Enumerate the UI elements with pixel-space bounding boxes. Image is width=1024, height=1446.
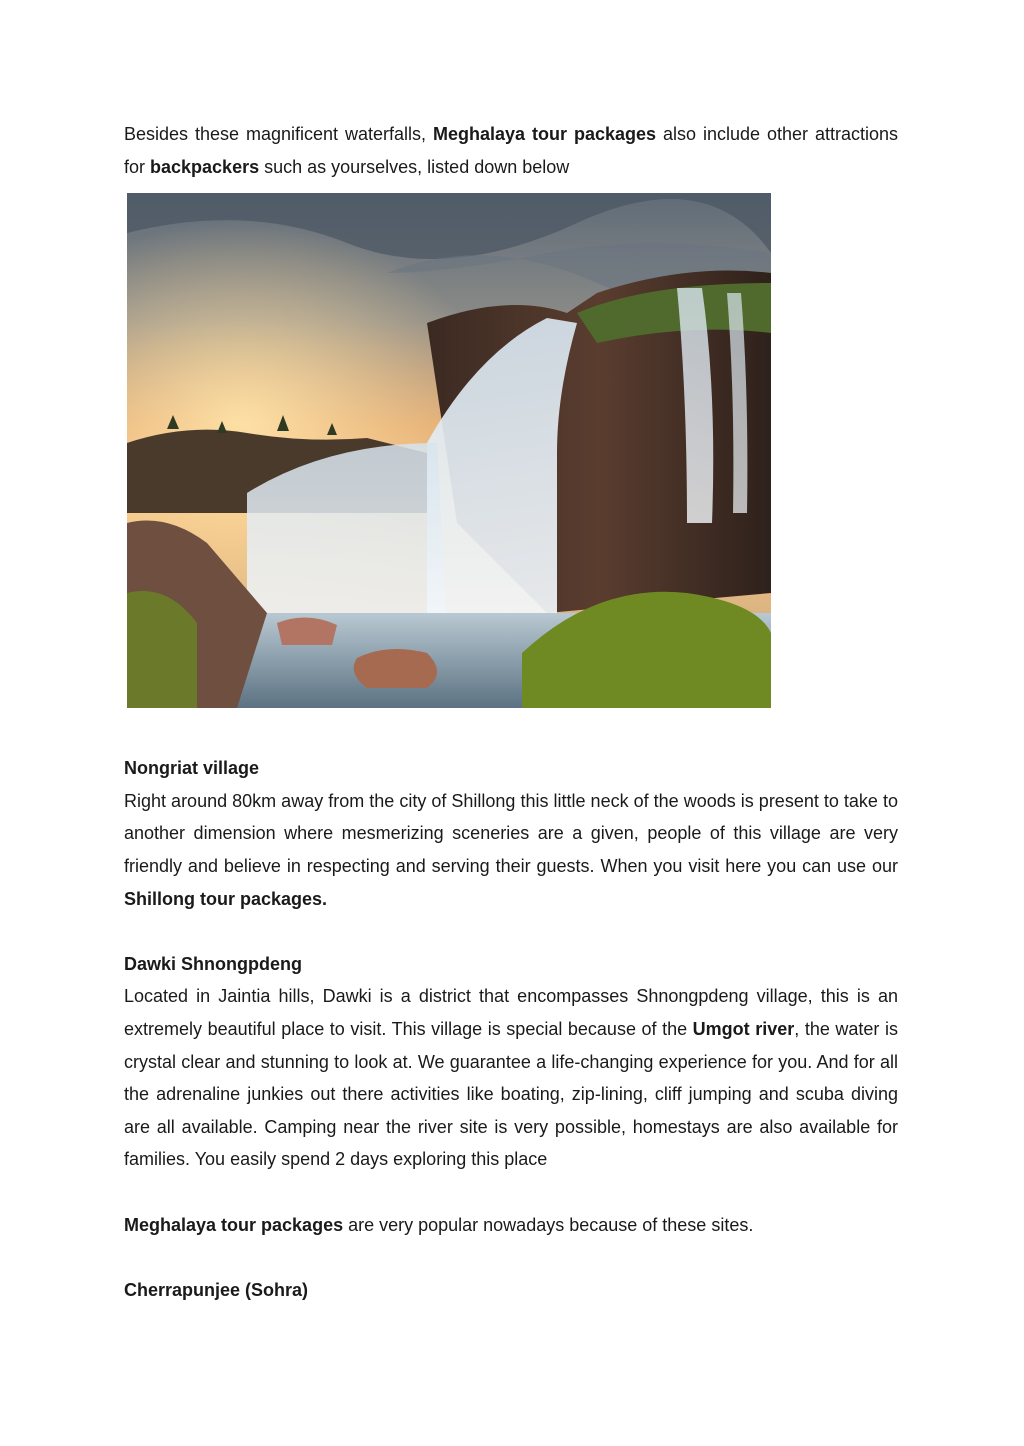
- waterfall-photo: [127, 193, 771, 708]
- dawki-paragraph: [124, 980, 898, 1176]
- intro-text-2: also include other attractions for: [124, 124, 898, 177]
- intro-bold-meghalaya: Meghalaya tour packages: [433, 124, 657, 144]
- intro-bold-backpackers: backpackers: [150, 156, 260, 177]
- nongriat-paragraph: [124, 785, 898, 915]
- popular-bold-meghalaya: Meghalaya tour packages: [124, 1214, 344, 1235]
- section-heading-cherrapunjee: Cherrapunjee (Sohra): [124, 1279, 309, 1300]
- nongriat-bold-shillong: Shillong tour packages.: [124, 888, 328, 909]
- section-heading-dawki: Dawki Shnongpdeng: [124, 953, 302, 974]
- dawki-text-2: , the water is crystal clear and stunning to look at. We guarantee a life-changing experience for you. And for all the adrenaline junkies out there activities like boating, zip-lining, cliff jumping and scuba diving are all available. Camping near the river site is very possible, homestays are also available for families. You easily spend 2 days exploring this place: [124, 1018, 898, 1170]
- dawki-text-1: Located in Jaintia hills, Dawki is a district that encompasses Shnongpdeng village, this is an extremely beautiful place to visit. This village is special because of the: [124, 986, 898, 1039]
- popular-text: are very popular nowadays because of these sites.: [343, 1214, 754, 1235]
- intro-text-1: Besides these magnificent waterfalls,: [124, 124, 433, 144]
- intro-text-3: such as yourselves, listed down below: [259, 156, 570, 177]
- popular-paragraph: [124, 1209, 898, 1242]
- document-page: [124, 118, 898, 1306]
- intro-paragraph: [124, 118, 898, 183]
- nongriat-text: Right around 80km away from the city of Shillong this little neck of the woods is present to take to another dimension where mesmerizing sceneries are a given, people of this village are very friendly and believe in respecting and serving their guests. When you visit here you can use our: [124, 790, 898, 876]
- section-heading-nongriat: Nongriat village: [124, 758, 260, 779]
- dawki-bold-umgot: Umgot river: [692, 1018, 795, 1039]
